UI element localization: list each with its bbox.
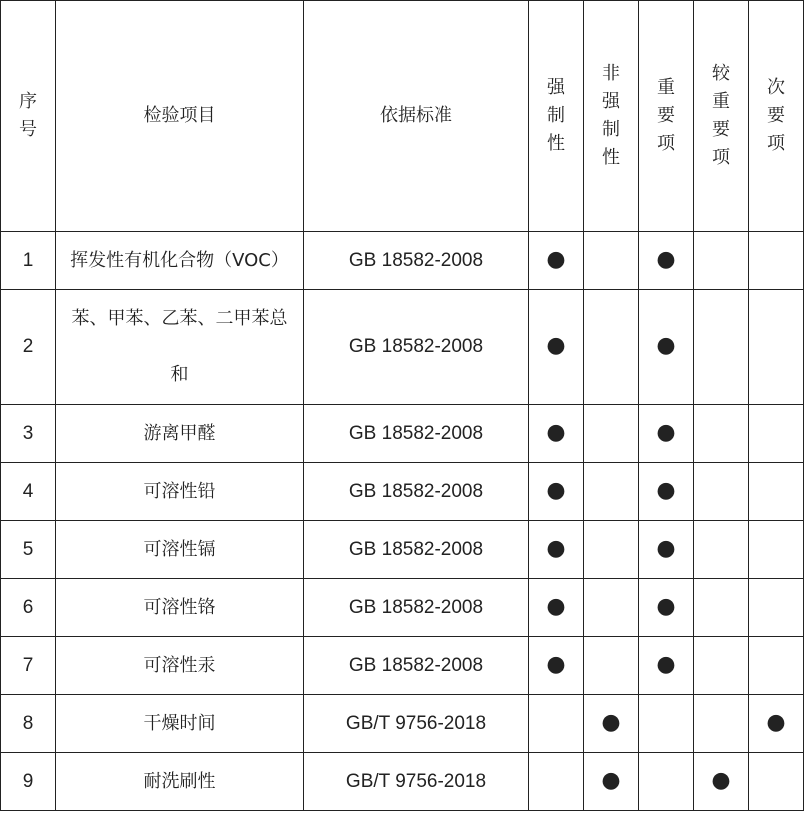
- bullet-dot-icon: ●: [656, 535, 676, 561]
- cell-minor: [749, 579, 804, 637]
- cell-item: 游离甲醛: [56, 405, 304, 463]
- cell-minor: [749, 695, 804, 753]
- cell-fairly-important: [694, 579, 749, 637]
- cell-minor: [749, 753, 804, 811]
- cell-important: [639, 579, 694, 637]
- cell-non-mandatory: [584, 405, 639, 463]
- cell-minor: [749, 637, 804, 695]
- cell-mandatory: [529, 579, 584, 637]
- header-cell-mandatory: 强制性: [529, 1, 584, 232]
- cell-no: 4: [1, 463, 56, 521]
- cell-non-mandatory: [584, 232, 639, 290]
- bullet-dot-icon: ●: [656, 477, 676, 503]
- header-cell-fairly-important: 较重要项: [694, 1, 749, 232]
- cell-fairly-important: [694, 753, 749, 811]
- table-row: [1, 695, 804, 753]
- cell-item: 耐洗刷性: [56, 753, 304, 811]
- cell-item: 挥发性有机化合物（VOC）: [56, 232, 304, 290]
- cell-no: 7: [1, 637, 56, 695]
- cell-fairly-important: [694, 290, 749, 405]
- bullet-dot-icon: ●: [546, 419, 566, 445]
- cell-mandatory: [529, 463, 584, 521]
- cell-item: 可溶性镉: [56, 521, 304, 579]
- cell-item: 可溶性铬: [56, 579, 304, 637]
- cell-important: [639, 753, 694, 811]
- header-cell-minor: 次要项: [749, 1, 804, 232]
- cell-important: [639, 637, 694, 695]
- cell-no: 8: [1, 695, 56, 753]
- table-row: [1, 232, 804, 290]
- table-body: [1, 232, 804, 811]
- bullet-dot-icon: ●: [656, 333, 676, 358]
- cell-important: [639, 290, 694, 405]
- cell-important: [639, 695, 694, 753]
- table-row: [1, 290, 804, 405]
- table-row: [1, 753, 804, 811]
- bullet-dot-icon: ●: [546, 333, 566, 358]
- cell-item: 可溶性铅: [56, 463, 304, 521]
- cell-mandatory: [529, 232, 584, 290]
- header-row: [1, 1, 804, 232]
- cell-minor: [749, 290, 804, 405]
- table-row: [1, 405, 804, 463]
- cell-mandatory: [529, 405, 584, 463]
- cell-non-mandatory: [584, 290, 639, 405]
- table-row: [1, 521, 804, 579]
- cell-important: [639, 521, 694, 579]
- header-cell-important: 重要项: [639, 1, 694, 232]
- bullet-dot-icon: ●: [656, 246, 676, 272]
- cell-mandatory: [529, 637, 584, 695]
- bullet-dot-icon: ●: [656, 419, 676, 445]
- cell-non-mandatory: [584, 463, 639, 521]
- cell-mandatory: [529, 521, 584, 579]
- bullet-dot-icon: ●: [766, 709, 786, 735]
- cell-item: 可溶性汞: [56, 637, 304, 695]
- cell-minor: [749, 463, 804, 521]
- table-row: [1, 463, 804, 521]
- bullet-dot-icon: ●: [601, 709, 621, 735]
- cell-standard: GB 18582-2008: [304, 232, 529, 290]
- cell-fairly-important: [694, 232, 749, 290]
- bullet-dot-icon: ●: [546, 246, 566, 272]
- bullet-dot-icon: ●: [546, 477, 566, 503]
- cell-fairly-important: [694, 405, 749, 463]
- cell-mandatory: [529, 695, 584, 753]
- header-cell-non-mandatory: 非强制性: [584, 1, 639, 232]
- header-cell-standard: 依据标准: [304, 1, 529, 232]
- cell-minor: [749, 405, 804, 463]
- cell-fairly-important: [694, 695, 749, 753]
- cell-non-mandatory: [584, 753, 639, 811]
- cell-standard: GB 18582-2008: [304, 521, 529, 579]
- bullet-dot-icon: ●: [656, 651, 676, 677]
- cell-standard: GB 18582-2008: [304, 463, 529, 521]
- cell-non-mandatory: [584, 695, 639, 753]
- bullet-dot-icon: ●: [546, 651, 566, 677]
- cell-no: 9: [1, 753, 56, 811]
- cell-standard: GB/T 9756-2018: [304, 753, 529, 811]
- cell-item: [56, 290, 304, 405]
- cell-non-mandatory: [584, 579, 639, 637]
- cell-standard: GB 18582-2008: [304, 405, 529, 463]
- header-cell-no: 序号: [1, 1, 56, 232]
- cell-mandatory: [529, 290, 584, 405]
- bullet-dot-icon: ●: [546, 593, 566, 619]
- cell-no: 2: [1, 290, 56, 405]
- cell-non-mandatory: [584, 521, 639, 579]
- table-row: [1, 579, 804, 637]
- bullet-dot-icon: ●: [601, 767, 621, 793]
- cell-item-text: 苯、甲苯、乙苯、二甲苯总和: [71, 308, 288, 385]
- cell-important: [639, 463, 694, 521]
- cell-non-mandatory: [584, 637, 639, 695]
- cell-standard: GB 18582-2008: [304, 579, 529, 637]
- cell-minor: [749, 521, 804, 579]
- bullet-dot-icon: ●: [546, 535, 566, 561]
- header-cell-item: 检验项目: [56, 1, 304, 232]
- cell-standard: GB 18582-2008: [304, 637, 529, 695]
- cell-important: [639, 232, 694, 290]
- cell-fairly-important: [694, 637, 749, 695]
- cell-mandatory: [529, 753, 584, 811]
- cell-no: 6: [1, 579, 56, 637]
- cell-minor: [749, 232, 804, 290]
- bullet-dot-icon: ●: [656, 593, 676, 619]
- cell-no: 5: [1, 521, 56, 579]
- cell-no: 1: [1, 232, 56, 290]
- bullet-dot-icon: ●: [711, 767, 731, 793]
- cell-fairly-important: [694, 521, 749, 579]
- cell-important: [639, 405, 694, 463]
- cell-standard: GB/T 9756-2018: [304, 695, 529, 753]
- cell-item: 干燥时间: [56, 695, 304, 753]
- table-row: [1, 637, 804, 695]
- cell-standard: GB 18582-2008: [304, 290, 529, 405]
- cell-fairly-important: [694, 463, 749, 521]
- cell-no: 3: [1, 405, 56, 463]
